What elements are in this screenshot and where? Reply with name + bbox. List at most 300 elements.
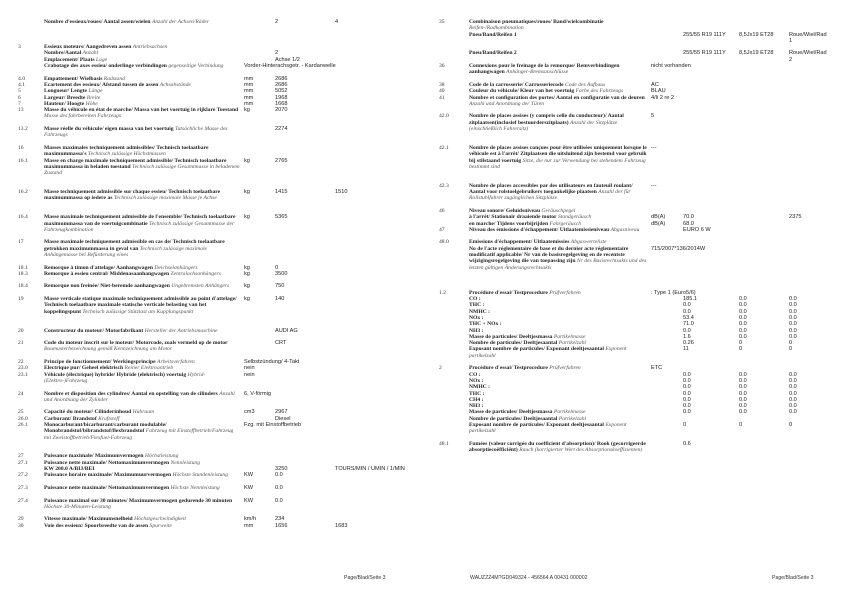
field-label-text: THC + NOx : [469, 321, 502, 328]
field-code: 4.1 [18, 81, 25, 88]
field-value-1: 0.0 [275, 497, 283, 504]
field-label-text: Nombre et disposition des cylindres/ Aantal en opstelling van de cilinders [44, 390, 218, 397]
field-value: --- [651, 144, 657, 151]
field-row [439, 183, 844, 202]
field-value-2: 0 [739, 346, 743, 353]
field-value-2: 0.0 [739, 327, 747, 334]
field-value-3: 0.0 [789, 390, 797, 397]
field-label-text: Niveau sonore/ Geluidsniveau [469, 207, 541, 214]
field-label-text: Exposant nombre de particules/ Exponant deeltjesaantal [469, 422, 604, 428]
field-unit: kg [244, 189, 250, 196]
field-value: 4/li 2 re 2 [651, 94, 675, 101]
field-label-text: Nombre de particules/ Deeltjesaantal [469, 415, 558, 422]
field-value-1: 140 [275, 296, 285, 303]
field-label-german: Länge [88, 88, 103, 95]
field-value: Fzg. mit Einstoffbetrieb [244, 422, 302, 428]
field-row [439, 32, 844, 45]
field-unit: mm [244, 88, 254, 95]
field-code: 13.2 [18, 126, 28, 133]
field-label-text: Puissance maximal sur 30 minutes/ Maximumvermogen gedurende 30 minuten [44, 497, 233, 504]
field-value-1: 0.0 [683, 390, 691, 397]
field-value-1: 0.0 [683, 396, 691, 403]
field-label-text: Puissance horaire maximale/ Maximumuurvermogen [44, 472, 172, 479]
field-label-text: No de l'acte réglementaire de base et du dernier acte réglementaire modificatif applicable/ Nr van de basisregelgeving en de recentste wijzigingsregelgeving die van toepassing zijn [469, 245, 629, 265]
field-value: 5 [651, 113, 655, 120]
field-label-text: Masse verticale statique maximale techniquement admissible au point d'attelage/ Technisch toelaatbare maximale statische verticale belasting van het koppelingspunt [44, 296, 237, 315]
field-row [439, 441, 844, 454]
field-label-text: THC : [469, 302, 485, 309]
field-code: 4.0 [18, 75, 25, 82]
field-value-3: 0 [789, 340, 793, 347]
field-row [439, 346, 844, 359]
field-value-1: 70.0 [683, 214, 694, 221]
field-label-text: CO : [469, 371, 481, 378]
field-code: 47 [439, 226, 445, 233]
field-value-1: 5052 [275, 88, 288, 95]
field-value-1: 185.1 [683, 296, 697, 303]
field-label-text: Nombre d'essieux/roues/ Aantal assen/wielen [44, 19, 151, 25]
field-value-1: 2274 [275, 126, 288, 133]
field-label [469, 95, 651, 108]
field-value-3: 0.0 [789, 396, 797, 403]
field-value-1: 0 [683, 422, 687, 428]
field-row [18, 239, 413, 258]
field-label-text: Capacité du moteur/ Cilinderinhoud [44, 409, 132, 416]
field-label-text: Nombre/Aantal [44, 50, 82, 57]
field-label-text: KW 200.0 A/BIJ/BEI [44, 466, 95, 473]
field-value-1: 2686 [275, 81, 288, 88]
field-label [44, 107, 244, 120]
field-label [44, 63, 244, 69]
field-code: 27.2 [18, 472, 28, 479]
field-code: 41 [439, 94, 445, 101]
field-label-text: Remorque non freinée/ Niet-beremde aanhangwagen [44, 283, 170, 290]
field-code: 18.1 [18, 264, 28, 271]
field-code: 27 [18, 453, 24, 460]
field-code: 40 [439, 88, 445, 95]
field-row [439, 19, 844, 32]
field-row [18, 189, 413, 202]
field-code: 6 [18, 94, 21, 101]
field-code: 16.1 [18, 157, 28, 164]
field-label-german: Nr des Basisrechtsakts und des letzten gültigen Änderungsrechtsakts [469, 258, 647, 271]
field-label-german: Rauch (korrigierter Wert des Absorptionskoeffizienten) [519, 447, 643, 454]
field-label-german: Technisch zulässige Stützlast am Kupplungspunkt [82, 308, 194, 315]
field-row [18, 283, 413, 289]
field-label-german: Technisch zulässige Höchstmassen [87, 151, 166, 158]
field-label [44, 422, 244, 441]
field-value-3: 0.0 [789, 333, 797, 340]
field-label-text: Monocarburant/bicarburant/carburant modulable/ Monobrandstof/bibrandstof/flexbrandstof [44, 422, 167, 435]
field-label-german: Radstand [103, 75, 125, 82]
field-value-3: 0.0 [789, 327, 797, 334]
field-value-1: 0.0 [683, 371, 691, 378]
field-label-german: Achsabstände [159, 81, 191, 88]
field-label [469, 145, 651, 170]
field-label [44, 523, 244, 529]
field-label [44, 126, 244, 139]
field-label-text: Nombre de particules/ Deeltjesaantal [469, 340, 558, 347]
field-value-1: 3250 [275, 466, 288, 473]
field-label-text: Masse maximale techniquement admissible de l'ensemble/ Technisch toelaatbare maximummassa van de voertuigcombinatie [44, 214, 236, 227]
field-label-text: Electrique pur/ Geheel elektrisch [44, 365, 124, 372]
field-unit: km/h [244, 516, 257, 523]
field-label-german: Hubraum [132, 409, 155, 416]
field-row [439, 95, 844, 108]
field-label-german: Höchste 30-Minuten-Leistung [44, 503, 111, 510]
field-label-german: Masse des fahrbereiten Fahrzeugs [44, 113, 122, 120]
field-code: 30 [18, 522, 24, 529]
field-value-2: 0.0 [739, 314, 747, 321]
field-value-1: 71.0 [683, 321, 694, 328]
field-label-text: Principe de fonctionnement/ Werkingsprincipe [44, 359, 156, 366]
field-code: 35 [439, 19, 445, 25]
field-value-1: 0.0 [683, 403, 691, 410]
field-code: 26.1 [18, 422, 28, 428]
field-label-german: Zentralachsanhängers [170, 270, 221, 277]
field-label-text: Remorque à timon d'attelage/ Aanhangwagen [44, 264, 153, 271]
field-label-german: Fahrgeräusch [549, 220, 581, 227]
field-label-text: Vitesse maximale/ Maximumsnelheid [44, 516, 133, 523]
field-label-german: Geräuschpegel [541, 207, 576, 214]
field-value-3: 0.0 [789, 296, 797, 303]
field-value-2: 0.0 [739, 333, 747, 340]
field-label-german: Höchste Stundenleistung [172, 472, 229, 479]
field-value-3: 0.0 [789, 321, 797, 328]
field-label [469, 246, 651, 271]
field-label [44, 283, 244, 289]
field-label-text: Combinaison pneumatiques/roues/ Band/wielcombinatie [469, 19, 604, 25]
field-value: ETC [651, 365, 663, 372]
field-label-text: Niveau des émissions d'échappement/ Uitlaatemissieniveau [469, 226, 610, 233]
field-label-text: NMHC : [469, 308, 490, 315]
field-label [469, 50, 651, 56]
field-label-text: Hauteur/ Hoogte [44, 100, 85, 107]
field-label-german: Baumusterbezeichnung gemäß Kennzeichnung am Motor [44, 346, 173, 353]
field-value-3: 0 [789, 346, 793, 353]
field-label [44, 391, 244, 404]
field-label [44, 19, 244, 25]
field-label-german: Abgaswerteliste [570, 239, 607, 246]
field-label-german: Sitze, die nur zur Verwendung bei stehendem Fahrzeug bestimmt sind [469, 157, 646, 170]
field-row [18, 391, 413, 404]
field-label-text: NMHC : [469, 384, 490, 391]
field-label-text: Couleur du véhicule/ Kleur van het voertuig [469, 88, 575, 95]
field-label-german: Partikelzahl [558, 340, 587, 347]
field-code: 1.2 [439, 289, 446, 296]
field-label-german: Reiner Elektroantrieb [124, 365, 174, 372]
field-label-german: Exponent partikelzahl [469, 422, 627, 435]
field-code: 18.3 [18, 270, 28, 277]
field-value-1: 750 [275, 283, 285, 290]
field-label-german: Hersteller der Antriebsmaschine [144, 327, 218, 334]
field-label [44, 296, 244, 315]
field-label-german: Technisch zulässige Gesamtmasse in beladenem Zustand [44, 163, 240, 177]
field-label-text: Voie des essieux/ Spoorbreedte van de assen [44, 522, 149, 529]
field-value-1: 0 [275, 264, 279, 271]
field-label-text: Masses maximales techniquement admissibles/ Technisch toelaatbare maximummassa's [44, 144, 209, 158]
field-label-german: Anzahl und Anordnung der Zylinder [44, 390, 235, 403]
field-label [469, 32, 651, 38]
field-unit: mm [244, 81, 254, 88]
field-value-1: EURO 6 W [683, 226, 711, 233]
field-value-1: 1.6 [683, 333, 691, 340]
field-unit: kg [244, 107, 250, 114]
field-row [18, 422, 413, 441]
field-value-1: 0.0 [683, 327, 691, 334]
field-value-1: 68.0 [683, 220, 694, 227]
field-value-3: 2375 [789, 214, 802, 221]
field-row [18, 340, 413, 353]
field-label [44, 485, 244, 491]
field-value-2: 0.0 [739, 321, 747, 328]
field-label-german: Anzahl und Anordnung der Türen [469, 100, 544, 107]
field-code: 42.3 [439, 182, 449, 189]
field-value-3: 0.0 [789, 377, 797, 384]
field-row [18, 158, 413, 177]
field-value: --- [651, 182, 657, 189]
field-label-text: Emissions d'échappement/ Uitlaatemissies [469, 239, 570, 246]
field-label-text: CH4 : [469, 396, 484, 403]
field-label-text: Crabotage des axes essieu/ onderlinge verbindingen [44, 63, 167, 70]
field-label-text: Code du moteur inscrit sur le moteur/ Motorcode, zoals vermeld op de motor [44, 340, 228, 347]
field-unit: mm [244, 100, 254, 107]
field-code: 42.0 [439, 113, 449, 120]
field-value: 6, V-förmig [244, 390, 272, 397]
field-value-2: 8,5Jx19 ET28 [739, 31, 774, 38]
field-value: AC [651, 81, 659, 88]
field-value-1: 11 [683, 346, 689, 353]
field-label-text: NOx : [469, 314, 484, 321]
field-label-german: Technisch zulässige maximale Anhängemasse bei Befürderung eines [44, 245, 208, 258]
field-label-text: Véhicule (électrique) hybride/ Hybride (elektrisch) voertuig [44, 371, 187, 378]
field-row [439, 227, 844, 233]
field-unit: mm [244, 522, 254, 529]
field-label [469, 346, 651, 359]
field-label-text: Masse maximale techniquement admissible en cas de/ Technisch toelaatbare getrokken maximummassa in geval van [44, 239, 225, 252]
field-label-text: Nombre de places assises conçues pour être utilisées uniquement lorsque le véhicule est à l'arrêt/ Zitplaatsen die uitsluitend zijn bestemd voor gebruik bij stilstaand voertuig [469, 144, 647, 164]
field-code: 48.1 [439, 440, 449, 447]
field-row [18, 126, 413, 139]
field-label-text: Masse techniquement admissible sur chaque essieu/ Technisch toelaatbare maximummassa op iedere as [44, 189, 221, 202]
field-value-1: CRT [275, 340, 287, 347]
field-value-1: 2070 [275, 107, 288, 114]
field-label-german: gegenseitige Verbindung [168, 63, 224, 70]
field-label-text: Masse de particules/ Deeltjesmassa [469, 409, 553, 416]
field-unit: KW [244, 497, 254, 504]
field-value-1: 255/55 R19 111Y [683, 31, 726, 38]
field-label [44, 189, 244, 202]
field-value-1: 0.26 [683, 340, 694, 347]
field-code: 16.4 [18, 214, 28, 221]
field-value-3: 0.0 [789, 308, 797, 315]
field-value-1: 3500 [275, 270, 288, 277]
field-code: 20 [18, 327, 24, 334]
field-row [18, 485, 413, 491]
field-label-german: Standgeräusch [557, 214, 592, 221]
field-label-german: Anzahl der Sitzplätze (einschließlich Fahrersitz) [469, 119, 618, 133]
field-row [439, 145, 844, 170]
field-label-german: Hybrid-(Elektro-)Fahrzeug [44, 371, 206, 384]
field-label-german: Farbe des Fahrzeugs [575, 88, 624, 95]
field-unit: kg [244, 270, 250, 277]
field-value-3: 0.0 [789, 384, 797, 391]
field-value-2: 0.0 [739, 302, 747, 309]
field-value-1: 0.6 [683, 440, 691, 447]
field-label [44, 498, 244, 511]
field-label-german: Höchstgeschwindigkeit [134, 516, 186, 523]
field-label [44, 372, 244, 385]
field-unit: kg [244, 296, 250, 303]
field-label [44, 239, 244, 258]
field-label [469, 441, 651, 454]
field-code: 27.3 [18, 484, 28, 491]
field-label-text: Connexions pour le freinage de la remorque/ Remverbindingen aanhangwagen [469, 63, 620, 76]
field-label-text: Pneu/Band/Reifen 1 [469, 31, 517, 38]
field-code: 16.2 [18, 189, 28, 196]
field-value-2: 0.0 [739, 377, 747, 384]
field-label-text: Masse en charge maximale techniquement admissible/ Technisch toelaatbare maximummassa in beladen toestand [44, 157, 227, 170]
field-value-1: Achse 1/2 [275, 56, 300, 63]
field-value-1: 53.4 [683, 314, 694, 321]
field-code: 13 [18, 107, 24, 114]
field-code: 5 [18, 88, 21, 95]
field-code: 38 [439, 81, 445, 88]
footer-page-left: Page/Blad/Seite 3 [344, 575, 386, 581]
field-value-2: 0.0 [739, 308, 747, 315]
field-row [18, 328, 413, 334]
field-label-text: Nombre de places accessibles par des utilisateurs en fauteuil roulant/ Aantal voor rolstoelgebruikers toegankelijke plaatsen [469, 182, 633, 196]
field-label-german: Technisch zulässige maximale Masse je Achse [113, 195, 217, 202]
field-label [44, 340, 244, 353]
field-label [44, 271, 244, 277]
field-label-text: Largeur/ Breedte [44, 94, 86, 101]
field-label-text: Puissance nette maximale/ Nettomaximumvermogen [44, 484, 170, 491]
field-value-1: 0.0 [275, 472, 283, 479]
field-value-2: 0.0 [739, 409, 747, 416]
field-label-german: Fahrzeug mit Einstoffbetrieb/Fahrzeug mit Zweistoffbetrieb/Flexfuel-Fahrzeug [44, 428, 234, 441]
field-label-text: Code de la carrosserie/ Carrosseriecode [469, 81, 564, 88]
field-label-text: Pneu/Band/Reifen 2 [469, 50, 517, 57]
field-value: : Type 1 (Euro5/6) [651, 289, 696, 296]
field-value-1: 255/55 R19 111Y [683, 50, 726, 57]
field-label-german: Anzahl [82, 50, 99, 57]
field-value-1: 0.0 [683, 377, 691, 384]
field-code: 46 [439, 207, 445, 214]
field-label-text: THC : [469, 390, 485, 397]
field-row [18, 498, 413, 511]
field-label-german: Arbeitsverfahren [157, 359, 195, 366]
field-label-text: Essieux moteurs/ Aangedreven assen [44, 44, 132, 51]
field-code: 42.1 [439, 144, 449, 151]
field-unit: kg [244, 264, 250, 271]
field-value-3: 0 [789, 422, 793, 428]
field-label [469, 183, 651, 202]
field-value-1: 2765 [275, 157, 288, 164]
footer-page-right: Page/Blad/Seite 3 [772, 575, 814, 581]
field-label-text: Emplacement/ Plaats [44, 56, 95, 63]
footer-document-id: WAUZZZ4M?GD049324 - 456564 A 00431 000002 [470, 575, 588, 581]
field-code: 16 [18, 144, 24, 151]
field-code: 36 [439, 63, 445, 70]
field-label-text: NH3 : [469, 327, 484, 334]
field-code: 23.0 [18, 365, 28, 372]
field-row [18, 372, 413, 385]
field-value-1: 2 [275, 19, 279, 25]
field-row [439, 63, 844, 76]
field-label-text: NH3 : [469, 403, 484, 410]
field-value-1: 0.0 [683, 409, 691, 416]
field-code: 27.4 [18, 497, 28, 504]
field-label-text: Masse réelle du véhicule/ eigen massa van het voertuig [44, 126, 174, 133]
field-label-text: Masse de particules/ Deeltjesmassa [469, 333, 553, 340]
field-value-2: 0 [739, 422, 743, 428]
field-value-1: 2967 [275, 409, 288, 416]
field-value-1: 0.0 [275, 484, 283, 491]
field-row [18, 145, 413, 158]
field-code: 3 [18, 44, 21, 51]
field-label [469, 227, 651, 233]
field-label [44, 328, 244, 334]
field-value-3: 0.0 [789, 409, 797, 416]
field-label-text: Empattement/ Wielbasis [44, 75, 103, 82]
field-value-1: 0.0 [683, 308, 691, 315]
field-value-3: Roue/Wiel/Rad 1 [789, 31, 827, 44]
field-value-2: 0.0 [739, 390, 747, 397]
field-label-text: Procédure d'essai/ Testprocedure [469, 289, 548, 296]
field-code: 26.0 [18, 415, 28, 422]
field-code: 24 [18, 390, 24, 397]
field-label [469, 63, 651, 76]
field-value-3: 0.0 [789, 403, 797, 410]
field-unit: mm [244, 75, 254, 82]
field-value-3: 0.0 [789, 302, 797, 309]
field-unit: mm [244, 94, 254, 101]
field-label [44, 472, 244, 478]
field-label-german: Partikelmasse [553, 333, 586, 340]
field-value-2: 0.0 [739, 396, 747, 403]
field-label-german: Reifen-/Radkombination [469, 25, 524, 32]
field-value-3: 0.0 [789, 371, 797, 378]
field-label-german: Antriebsachsen [132, 44, 168, 51]
field-value-1: 1415 [275, 189, 288, 196]
field-label-german: Nennleistung [170, 459, 200, 466]
field-label-german: Anhänger-Bremsanschlüsse [506, 69, 569, 76]
field-label-german: Höchstleistung [144, 453, 179, 460]
field-row [18, 63, 413, 69]
field-value-1: 0.0 [683, 384, 691, 391]
field-value: nein [244, 365, 255, 372]
field-unit: cm3 [244, 409, 255, 416]
field-label-german: Exponent partikelzahl [469, 346, 627, 359]
field-value-1: AUDI AG [275, 327, 298, 334]
field-code: 22 [18, 359, 24, 366]
field-label-text: Puissance nette maximale/ Nettomaximumvermogen [44, 459, 170, 466]
field-label-text: Fumées (valeur corrigée du coefficient d'absorption)/ Rook (gecorrigeerde absorptiecoëfficiënt) [469, 440, 646, 454]
field-value-2: 8,5Jx19 ET28 [739, 50, 774, 57]
field-label-german: Höchste Nennleistung [170, 484, 220, 491]
field-unit: dB(A) [651, 220, 666, 227]
field-value-1: 2686 [275, 75, 288, 82]
field-unit: kg [244, 283, 250, 290]
field-code: 48.0 [439, 239, 449, 246]
field-value-3: Roue/Wiel/Rad 2 [789, 50, 827, 63]
field-code: 7 [18, 100, 21, 107]
field-label-german: Deichselanhängers [154, 264, 198, 271]
field-unit: kg [244, 157, 250, 164]
field-label-german: Partikelmasse [553, 409, 586, 416]
field-value: Selbstzündung/ 4-Takt [244, 359, 300, 366]
